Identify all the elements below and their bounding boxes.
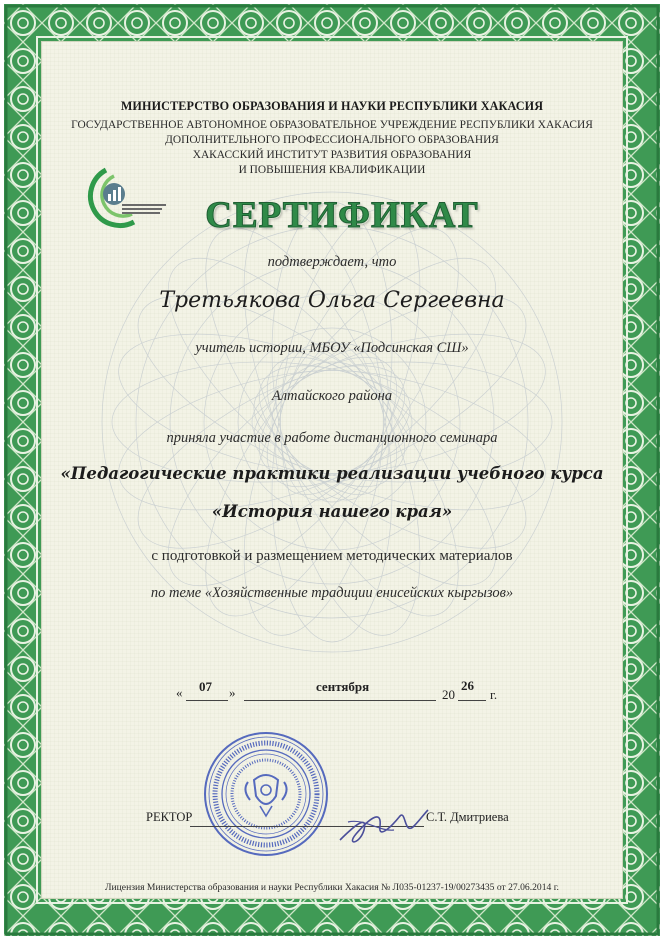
handwritten-signature [334,796,430,852]
date-year-prefix: 20 [442,687,455,702]
seminar-title-line-1: «Педагогические практики реализации учебного курса [60,464,604,483]
certificate-title: СЕРТИФИКАТ [205,195,479,236]
confirms-text: подтверждает, что [267,254,397,270]
year-underline [458,700,486,701]
date-close-quote: » [229,685,236,700]
month-underline [244,700,436,701]
date-month: сентября [316,679,370,694]
participation-text: приняла участие в работе дистанционного семинара [166,430,498,446]
recipient-position: учитель истории, МБОУ «Подсинская СШ» [195,340,469,356]
certificate-paper [42,42,622,898]
certificate-border [4,4,660,936]
official-stamp [202,730,330,858]
signatory-name: С.Т. Дмитриева [426,810,509,824]
date-year-label: г. [490,687,498,702]
date-open-quote: « [176,685,183,700]
date-day: 07 [199,679,212,694]
topic-text: по теме «Хозяйственные традиции енисейских кыргызов» [150,585,514,601]
institution-line-3: ХАКАССКИЙ ИНСТИТУТ РАЗВИТИЯ ОБРАЗОВАНИЯ [192,149,472,161]
seminar-title-line-2: «История нашего края» [211,502,453,521]
materials-text: с подготовкой и размещением методических материалов [151,548,513,564]
institution-line-2: ДОПОЛНИТЕЛЬНОГО ПРОФЕССИОНАЛЬНОГО ОБРАЗОВАНИЯ [165,134,499,146]
day-underline [186,700,228,701]
recipient-district: Алтайского района [271,388,393,404]
signatory-role: РЕКТОР [146,810,193,824]
recipient-name: Третьякова Ольга Сергеевна [159,288,505,313]
license-footer: Лицензия Министерства образования и науки Республики Хакасия № Л035-01237-19/00273435 от 27.06.2014 г. [105,882,559,893]
ministry-name: МИНИСТЕРСТВО ОБРАЗОВАНИЯ И НАУКИ РЕСПУБЛИКИ ХАКАСИЯ [120,99,544,113]
institution-line-4: И ПОВЫШЕНИЯ КВАЛИФИКАЦИИ [238,164,426,176]
institution-line-1: ГОСУДАРСТВЕННОЕ АВТОНОМНОЕ ОБРАЗОВАТЕЛЬНОЕ УЧРЕЖДЕНИЕ РЕСПУБЛИКИ ХАКАСИЯ [71,119,593,131]
date-year-suffix: 26 [461,678,474,693]
